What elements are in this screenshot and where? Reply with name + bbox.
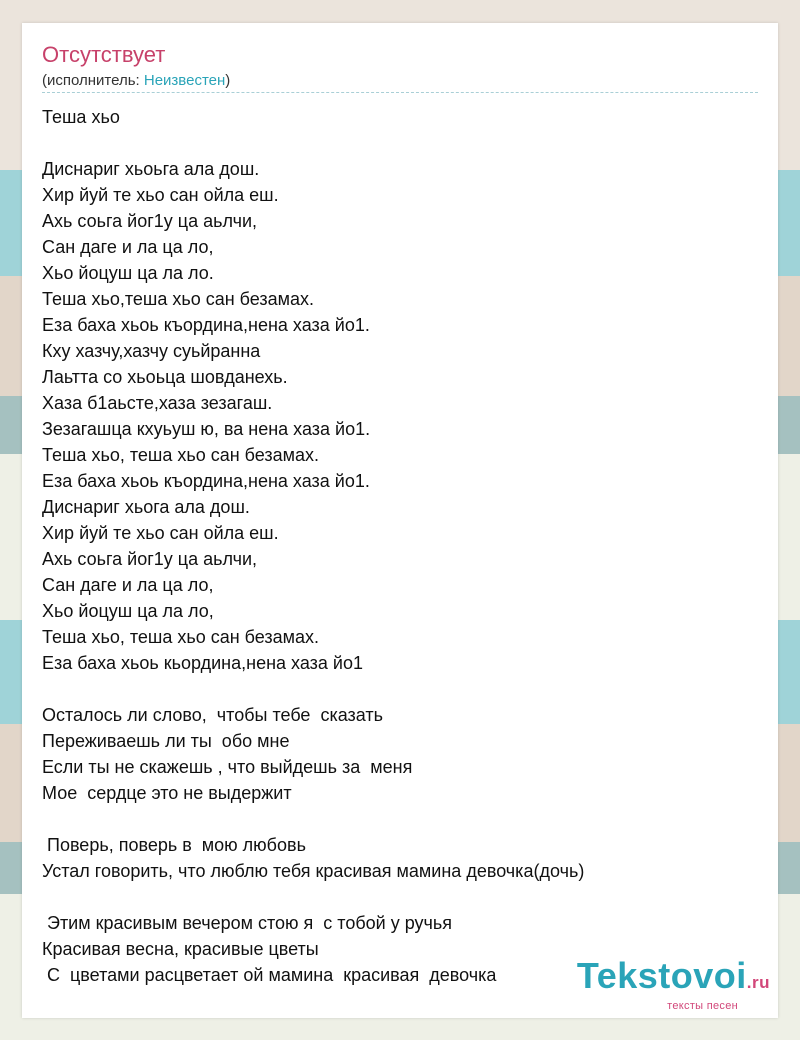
lyric-line: Теша хьо, теша хьо сан безамах. xyxy=(42,445,320,465)
lyric-line: Зезагашца кхуьуш ю, ва нена хаза йо1. xyxy=(42,419,371,439)
lyric-line: Диснариг хьога ала дош. xyxy=(42,497,250,517)
lyric-line: Устал говорить, что люблю тебя красивая мамина девочка(дочь) xyxy=(42,861,585,881)
lyric-line xyxy=(42,806,584,832)
logo-tld: .ru xyxy=(746,973,770,992)
lyric-line xyxy=(42,676,584,702)
artist-link[interactable]: Неизвестен xyxy=(143,72,226,89)
lyric-line: Теша хьо, теша хьо сан безамах. xyxy=(42,627,320,647)
lyric-line: Сан даге и ла ца ло, xyxy=(42,237,214,257)
lyrics-text xyxy=(42,104,584,988)
lyric-line: Красивая весна, красивые цветы xyxy=(42,939,319,959)
artist-prefix: (исполнитель: xyxy=(42,72,144,89)
lyric-line: Ахь соьга йог1у ца аьлчи, xyxy=(42,549,258,569)
lyric-line xyxy=(42,884,584,910)
lyric-line: Кху хазчу,хазчу суьйранна xyxy=(42,341,261,361)
lyric-line: Еза баха хьоь къордина,нена хаза йо1. xyxy=(42,471,370,491)
lyric-line: Переживаешь ли ты обо мне xyxy=(42,731,290,751)
title-divider xyxy=(42,92,758,93)
lyric-line: Хьо йоцуш ца ла ло. xyxy=(42,263,214,283)
lyric-line: Хир йуй те хьо сан ойла еш. xyxy=(42,185,279,205)
lyric-line: Еза баха хьоь кьордина,нена хаза йо1 xyxy=(42,653,363,673)
lyric-line: Ахь соьга йог1у ца аьлчи, xyxy=(42,211,258,231)
lyric-line: Хьо йоцуш ца ла ло, xyxy=(42,601,214,621)
lyric-line: Теша хьо xyxy=(42,107,120,127)
lyrics-card xyxy=(22,23,778,1018)
lyric-line: Хаза б1аьсте,хаза зезагаш. xyxy=(42,393,273,413)
song-title: Отсутствует xyxy=(42,42,166,67)
site-logo[interactable] xyxy=(577,957,770,1012)
lyric-line: С цветами расцветает ой мамина красивая девочка xyxy=(42,965,497,985)
artist-suffix: ) xyxy=(225,72,231,89)
lyric-line: Поверь, поверь в мою любовь xyxy=(42,835,306,855)
lyric-line xyxy=(42,130,584,156)
lyric-line: Сан даге и ла ца ло, xyxy=(42,575,214,595)
lyric-line: Теша хьо,теша хьо сан безамах. xyxy=(42,289,315,309)
lyric-line: Хир йуй те хьо сан ойла еш. xyxy=(42,523,279,543)
logo-name: Tekstovoi xyxy=(576,955,747,996)
lyric-line: Осталось ли слово, чтобы тебе сказать xyxy=(42,705,384,725)
artist-line xyxy=(42,72,230,89)
lyric-line: Этим красивым вечером стою я с тобой у ручья xyxy=(42,913,453,933)
lyric-line: Лаьтта со хьоьца шовданехь. xyxy=(42,367,288,387)
logo-wordmark xyxy=(577,957,770,1002)
lyric-line: Если ты не скажешь , что выйдешь за меня xyxy=(42,757,413,777)
lyric-line: Еза баха хьоь къордина,нена хаза йо1. xyxy=(42,315,370,335)
logo-tagline: тексты песен xyxy=(667,1000,738,1012)
lyric-line: Мое сердце это не выдержит xyxy=(42,783,292,803)
lyric-line: Диснариг хьоьга ала дош. xyxy=(42,159,260,179)
